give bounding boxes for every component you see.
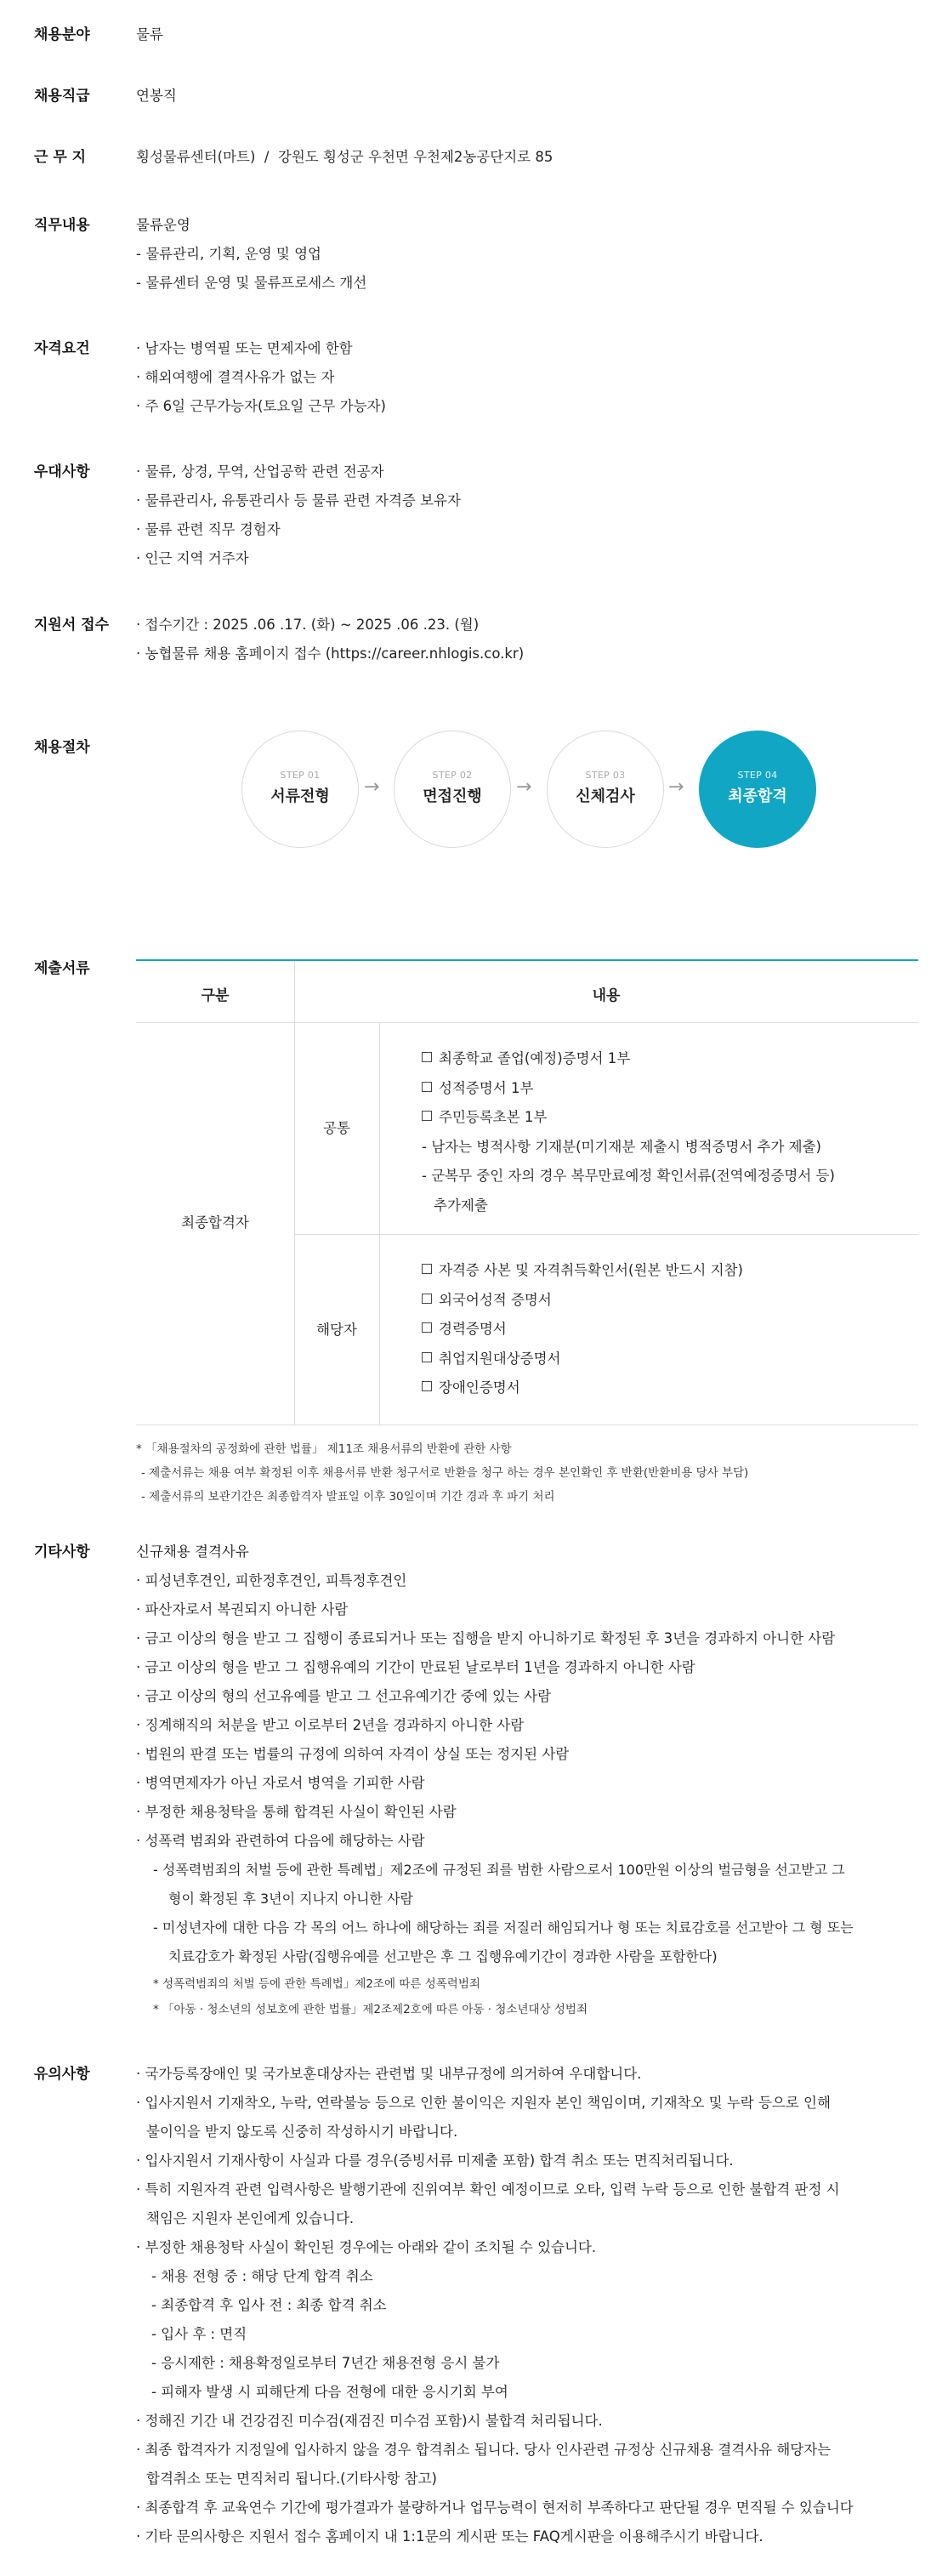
common-label: 공통	[323, 1120, 350, 1136]
etc-sub: - 미성년자에 대한 다음 각 목의 어느 하나에 해당하는 죄를 저질러 해임되거나 형 또는 치료감호를 선고받아 그 형 또는	[153, 1919, 854, 1936]
common-doc: 성적증명서 1부	[422, 1074, 835, 1104]
etc-item: · 성폭력 범죄와 관련하여 다음에 해당하는 사람	[136, 1833, 425, 1849]
common-note: 추가제출	[434, 1197, 488, 1214]
qual-label: 자격요건	[34, 340, 90, 357]
notice-line: 책임은 지원자 본인에게 있습니다.	[146, 2210, 355, 2226]
common-list	[422, 1044, 835, 1220]
etc-content	[136, 1538, 918, 2022]
apply-site[interactable]: · 농협물류 채용 홈페이지 접수 (https://career.nhlogis.co.kr)	[136, 640, 524, 668]
duty-item: - 물류관리, 기획, 운영 및 영업	[136, 246, 321, 262]
pref-item: · 물류관리사, 유통관리사 등 물류 관련 자격증 보유자	[136, 486, 461, 515]
etc-item: · 금고 이상의 형의 선고유예를 받고 그 선고유예기간 중에 있는 사람	[136, 1688, 552, 1704]
duty-item: - 물류센터 운영 및 물류프로세스 개선	[136, 275, 367, 291]
etc-sub: 치료감호가 확정된 사람(집행유예를 선고받은 후 그 집행유예기간이 경과한 사람을 포함한다)	[168, 1948, 718, 1965]
relevant-doc: 장애인증명서	[422, 1373, 743, 1403]
notice-line: - 피해자 발생 시 피해단계 다음 전형에 대한 응시기회 부여	[151, 2384, 508, 2400]
etc-label: 기타사항	[34, 1544, 90, 1561]
pref-item: · 물류, 상경, 무역, 산업공학 관련 전공자	[136, 458, 461, 486]
qual-list	[136, 334, 386, 421]
process-label: 채용절차	[34, 739, 90, 756]
step-medical	[547, 731, 664, 848]
apply-list	[136, 611, 524, 668]
pref-label: 우대사항	[34, 463, 90, 481]
footnote-line: - 제출서류의 보관기간은 최종합격자 발표일 이후 30일이며 기간 경과 후 파기 처리	[141, 1490, 555, 1504]
duty-head: 물류운영	[136, 217, 190, 233]
relevant-label: 해당자	[316, 1322, 357, 1338]
duty-content	[136, 211, 366, 298]
etc-item: · 병역면제자가 아닌 자로서 병역을 기피한 사람	[136, 1775, 425, 1791]
pref-item: · 물류 관련 직무 경험자	[136, 515, 461, 544]
duty-label: 직무내용	[34, 217, 90, 234]
notice-line: 불이익을 받지 않도록 신중히 작성하시기 바랍니다.	[146, 2124, 458, 2140]
grade-value: 연봉직	[136, 88, 177, 104]
relevant-list	[422, 1256, 743, 1403]
pref-list	[136, 458, 461, 573]
notice-line: - 응시제한 : 채용확정일로부터 7년간 채용전형 응시 불가	[151, 2355, 500, 2371]
notice-line: - 채용 전형 중 : 해당 단계 합격 취소	[151, 2268, 373, 2284]
etc-item: · 금고 이상의 형을 받고 그 집행유예의 기간이 만료된 날로부터 1년을 경과하지 아니한 사람	[136, 1659, 695, 1675]
qual-row	[34, 334, 918, 421]
apply-row	[34, 611, 918, 668]
col-content: 내용	[592, 987, 621, 1004]
apply-label: 지원서 접수	[34, 617, 110, 634]
pref-row	[34, 458, 918, 573]
step-interview	[394, 731, 511, 848]
apply-period: · 접수기간 : 2025 .06 .17. (화) ~ 2025 .06 .23. (월)	[136, 611, 524, 640]
notice-line: · 최종합격 후 교육연수 기간에 평가결과가 불량하거나 업무능력이 현저히 부족하다고 판단될 경우 면직될 수 있습니다	[136, 2499, 854, 2516]
common-doc: 주민등록초본 1부	[422, 1103, 835, 1133]
location-label: 근 무 지	[34, 149, 87, 166]
step-number: STEP 01	[280, 770, 321, 781]
col-category: 구분	[201, 987, 230, 1004]
step-document	[241, 731, 359, 848]
qual-item: · 남자는 병역필 또는 면제자에 한함	[136, 334, 386, 363]
pref-item: · 인근 지역 거주자	[136, 544, 461, 573]
field-row	[34, 20, 918, 49]
notice-line: · 최종 합격자가 지정일에 입사하지 않을 경우 합격취소 됩니다. 당사 인사관련 규정상 신규채용 결격사유 해당자는	[136, 2442, 832, 2458]
step-name: 신체검사	[576, 788, 635, 805]
notice-line: - 입사 후 : 면직	[151, 2326, 247, 2342]
common-doc: 최종학교 졸업(예정)증명서 1부	[422, 1044, 835, 1074]
arrow-right-icon: →	[668, 776, 684, 798]
field-label: 채용분야	[34, 26, 90, 43]
notice-line: · 입사지원서 기재사항이 사실과 다를 경우(증빙서류 미제출 포함) 합격 취소 또는 면직처리됩니다.	[136, 2152, 734, 2169]
etc-item: · 금고 이상의 형을 받고 그 집행이 종료되거나 또는 집행을 받지 아니하기로 확정된 후 3년을 경과하지 아니한 사람	[136, 1630, 836, 1646]
etc-item: · 부정한 채용청탁을 통해 합격된 사실이 확인된 사람	[136, 1804, 457, 1820]
notice-line: · 부정한 채용청탁 사실이 확인된 경우에는 아래와 같이 조치될 수 있습니다.	[136, 2239, 597, 2255]
footnote-line: * 「채용절차의 공정화에 관한 법률」 제11조 채용서류의 반환에 관한 사항	[136, 1442, 512, 1456]
docs-footnote	[136, 1437, 918, 1509]
grade-row	[34, 82, 918, 111]
etc-note: * 성폭력범죄의 처벌 등에 관한 특례법」제2조에 따른 성폭력범죄	[153, 1977, 480, 1991]
group-final: 최종합격자	[181, 1214, 249, 1231]
etc-sub: - 성폭력범죄의 처벌 등에 관한 특례법」제2조에 규정된 죄를 범한 사람으로서 100만원 이상의 벌금형을 선고받고 그	[153, 1862, 845, 1878]
arrow-right-icon: →	[516, 776, 532, 798]
etc-item: · 피성년후견인, 피한정후견인, 피특정후견인	[136, 1572, 407, 1589]
location-row	[34, 143, 918, 172]
step-name: 면접진행	[423, 788, 482, 805]
etc-head: 신규채용 결격사유	[136, 1544, 249, 1560]
step-number: STEP 03	[585, 770, 626, 781]
notice-line: 합격취소 또는 면직처리 됩니다.(기타사항 참고)	[146, 2471, 437, 2487]
qual-item: · 해외여행에 결격사유가 없는 자	[136, 363, 386, 392]
etc-note: * 「아동 · 청소년의 성보호에 관한 법률」제2조제2호에 따른 아동 · 청소년대상 성범죄	[153, 2003, 588, 2016]
notice-line: - 최종합격 후 입사 전 : 최종 합격 취소	[151, 2297, 387, 2313]
common-note: - 남자는 병적사항 기재분(미기재분 제출시 병적증명서 추가 제출)	[422, 1138, 821, 1155]
etc-item: · 법원의 판결 또는 법률의 규정에 의하여 자격이 상실 또는 정지된 사람	[136, 1746, 570, 1762]
qual-item: · 주 6일 근무가능자(토요일 근무 가능자)	[136, 392, 386, 421]
notice-line: · 특히 지원자격 관련 입력사항은 발행기관에 진위여부 확인 예정이므로 오타, 입력 누락 등으로 인한 불합격 판정 시	[136, 2181, 840, 2198]
arrow-right-icon: →	[364, 776, 380, 798]
notice-line: · 국가등록장애인 및 국가보훈대상자는 관련법 및 내부규정에 의거하여 우대합니다.	[136, 2066, 642, 2082]
etc-item: · 징계해직의 처분을 받고 이로부터 2년을 경과하지 아니한 사람	[136, 1717, 525, 1733]
field-value: 물류	[136, 26, 163, 43]
relevant-doc: 자격증 사본 및 자격취득확인서(원본 반드시 지참)	[422, 1256, 743, 1286]
notice-content	[136, 2060, 918, 2551]
notice-line: · 정해진 기간 내 건강검진 미수검(재검진 미수검 포함)시 불합격 처리됩니다.	[136, 2413, 603, 2429]
location-value: 횡성물류센터(마트) / 강원도 횡성군 우천면 우천제2농공단지로 85	[136, 149, 553, 165]
docs-label: 제출서류	[34, 960, 90, 977]
step-number: STEP 02	[432, 770, 473, 781]
etc-sub: 형이 확정된 후 3년이 지나지 아니한 사람	[168, 1891, 413, 1907]
step-final	[699, 731, 816, 848]
step-name: 최종합격	[728, 788, 787, 805]
notice-line: · 입사지원서 기재착오, 누락, 연락불능 등으로 인한 불이익은 지원자 본인 책임이며, 기재착오 및 누락 등으로 인해	[136, 2095, 831, 2111]
etc-item: · 파산자로서 복권되지 아니한 사람	[136, 1601, 349, 1618]
grade-label: 채용직급	[34, 88, 90, 105]
relevant-doc: 경력증명서	[422, 1315, 743, 1345]
relevant-doc: 외국어성적 증명서	[422, 1286, 743, 1316]
step-number: STEP 04	[737, 770, 778, 781]
notice-line: · 기타 문의사항은 지원서 접수 홈페이지 내 1:1문의 게시판 또는 FAQ게시판을 이용해주시기 바랍니다.	[136, 2528, 764, 2545]
footnote-line: - 제출서류는 채용 여부 확정된 이후 채용서류 반환 청구서로 반환을 청구 하는 경우 본인확인 후 반환(반환비용 당사 부담)	[141, 1466, 749, 1480]
duty-row	[34, 211, 918, 298]
common-note: - 군복무 중인 자의 경우 복무만료예정 확인서류(전역예정증명서 등)	[422, 1168, 835, 1184]
notice-label: 유의사항	[34, 2066, 90, 2083]
relevant-doc: 취업지원대상증명서	[422, 1345, 743, 1374]
step-name: 서류전형	[270, 788, 330, 805]
